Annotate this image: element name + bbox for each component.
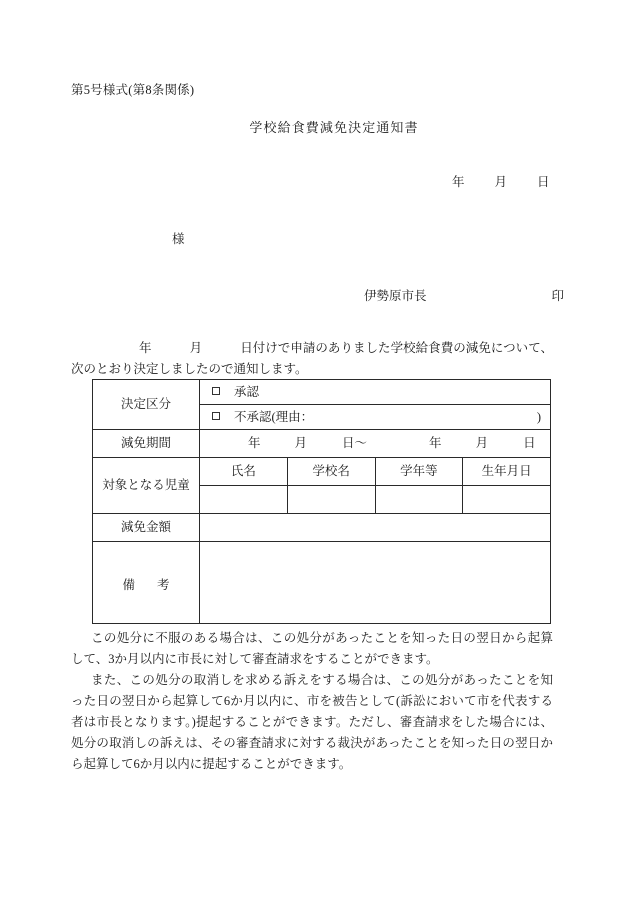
reject-reason-close-paren: ) <box>536 409 541 424</box>
note-label <box>93 542 200 624</box>
table-row-amount <box>93 514 551 542</box>
appeal-notice-paragraph-2: また、この処分の取消しを求める訴えをする場合は、この処分があったことを知った日の翌日から起算して6か月以内に、市を被告として(訴訟において市を代表する者は市長となります。)提起することができます。ただし、審査請求をした場合には、処分の取消しの訴えは、その審査請求に対する裁決があったことを知った日の翌日から起算して6か月以内に提起することができます。 <box>71 673 553 771</box>
note-label-char-1: 備 <box>122 577 135 592</box>
checkbox-icon-approve[interactable] <box>212 387 220 395</box>
column-header-grade: 学年等 <box>375 458 463 486</box>
note-label-char-2: 考 <box>157 577 170 592</box>
child-birthdate-input[interactable] <box>463 486 551 514</box>
decision-table <box>92 379 551 624</box>
approve-label: 承認 <box>234 384 260 399</box>
target-children-label: 対象となる児童 <box>93 458 200 514</box>
reject-label: 不承認(理由： <box>234 409 314 424</box>
period-to-month: 月 <box>475 436 489 451</box>
column-header-school: 学校名 <box>287 458 375 486</box>
period-to-day: 日 <box>523 436 536 451</box>
intro-month: 月 <box>189 341 203 355</box>
period-from-month: 月 <box>294 436 308 451</box>
approve-option[interactable] <box>200 380 551 405</box>
period-from-year: 年 <box>248 436 261 451</box>
reduction-amount-label: 減免金額 <box>93 514 200 542</box>
issue-date-day: 日 <box>537 175 550 189</box>
issue-date-year: 年 <box>452 175 465 189</box>
table-row-children-header <box>93 458 551 486</box>
issue-date-month: 月 <box>494 175 508 189</box>
child-name-input[interactable] <box>200 486 288 514</box>
issuer-name: 伊勢原市長 <box>364 289 427 303</box>
period-to-year: 年 <box>429 436 442 451</box>
table-row-period <box>93 430 551 458</box>
column-header-name: 氏名 <box>200 458 288 486</box>
appeal-notice-paragraph-1: この処分に不服のある場合は、この処分があったことを知った日の翌日から起算して、3か月以内に市長に対して審査請求をすることができます。 <box>71 631 553 666</box>
child-grade-input[interactable] <box>375 486 463 514</box>
addressee-honorific: 様 <box>172 232 185 246</box>
page-title: 学校給食費減免決定通知書 <box>249 120 419 135</box>
period-label: 減免期間 <box>93 430 200 458</box>
child-school-input[interactable] <box>287 486 375 514</box>
intro-year: 年 <box>139 341 152 355</box>
form-number: 第5号様式(第8条関係) <box>71 83 195 97</box>
period-from-day: 日〜 <box>342 436 368 451</box>
decision-category-label: 決定区分 <box>93 380 200 430</box>
checkbox-icon-reject[interactable] <box>212 412 220 420</box>
note-input[interactable] <box>200 542 551 624</box>
reduction-amount-input[interactable] <box>200 514 551 542</box>
seal-mark: 印 <box>551 289 565 303</box>
column-header-birthdate: 生年月日 <box>463 458 551 486</box>
table-row-note <box>93 542 551 624</box>
intro-body-text: 日付けで申請のありました学校給食費の減免について、次のとおり決定しましたので通知します。 <box>71 341 553 376</box>
issuer-line <box>364 286 564 304</box>
issue-date-line <box>452 172 550 190</box>
period-value-cell[interactable] <box>200 430 551 458</box>
table-row-decision-approve <box>93 380 551 405</box>
reject-option[interactable] <box>200 405 551 430</box>
intro-paragraph <box>71 338 553 380</box>
